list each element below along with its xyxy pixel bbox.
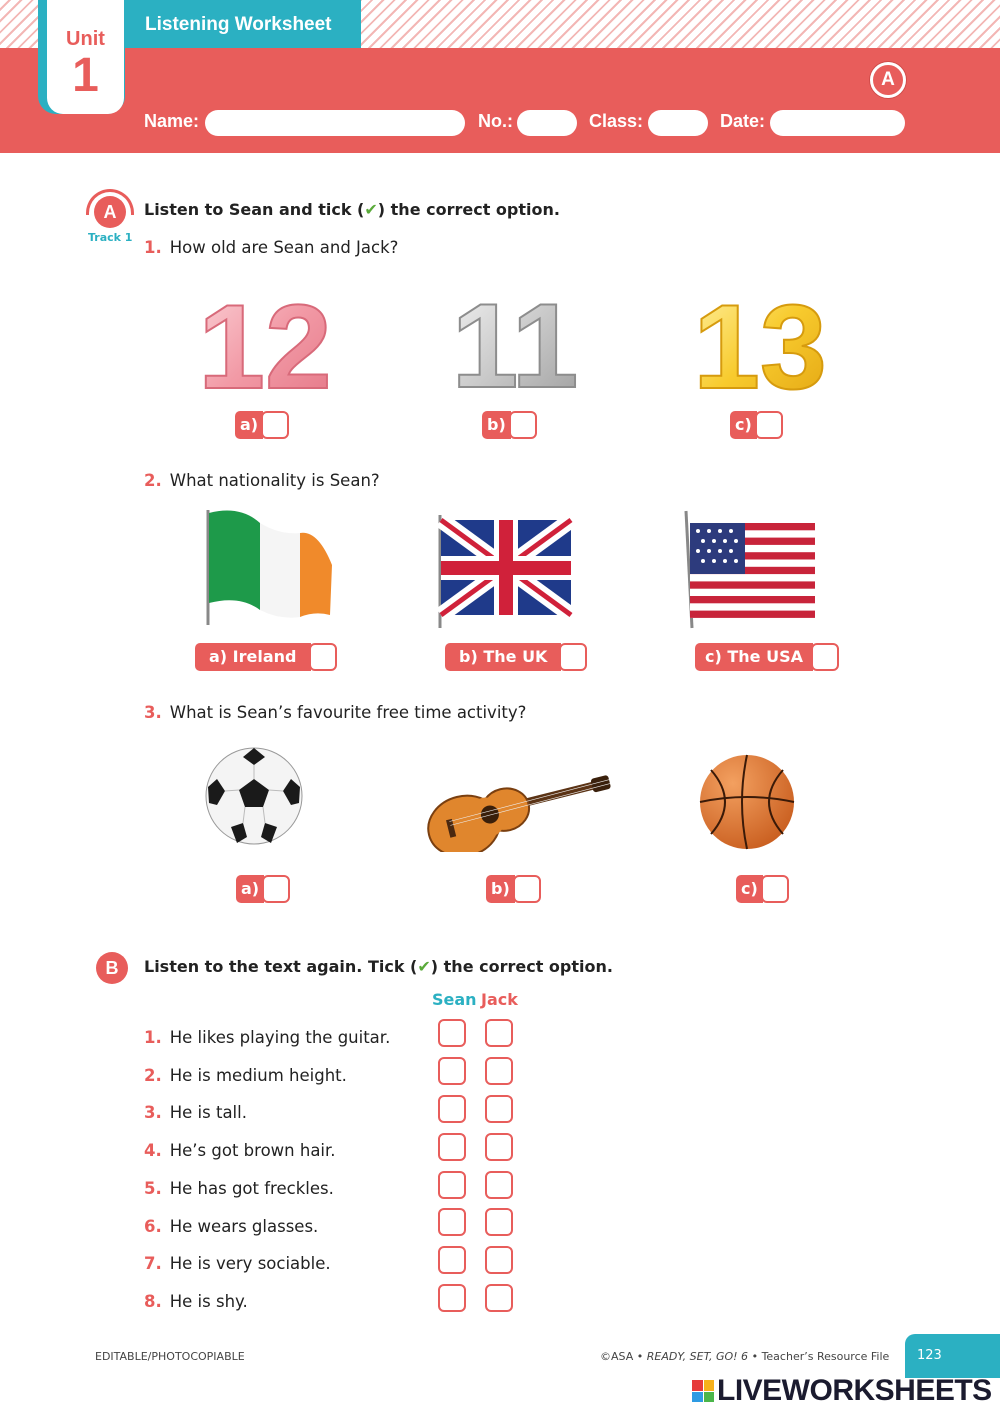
statement-row-7: 7. He is very sociable. <box>144 1254 331 1273</box>
uk-flag-image <box>433 512 578 630</box>
irish-flag-image <box>200 505 340 630</box>
section-a-badge: A <box>94 196 126 228</box>
column-header-sean: Sean <box>432 990 477 1009</box>
q3-option-a-checkbox[interactable] <box>262 875 290 903</box>
q1-option-c-checkbox[interactable] <box>755 411 783 439</box>
football-icon <box>203 745 305 847</box>
footer-credits: ©ASA • READY, SET, GO! 6 • Teacher’s Resource File <box>600 1350 890 1363</box>
statement-row-5: 5. He has got freckles. <box>144 1179 334 1198</box>
row-3-jack-checkbox[interactable] <box>485 1095 513 1123</box>
statement-row-8: 8. He is shy. <box>144 1292 248 1311</box>
statement-row-3: 3. He is tall. <box>144 1103 247 1122</box>
row-8-sean-checkbox[interactable] <box>438 1284 466 1312</box>
q2-option-c-checkbox[interactable] <box>811 643 839 671</box>
row-1-sean-checkbox[interactable] <box>438 1019 466 1047</box>
usa-flag-image <box>678 508 823 633</box>
q1-option-b-checkbox[interactable] <box>509 411 537 439</box>
guitar-icon <box>423 762 618 852</box>
statement-row-1: 1. He likes playing the guitar. <box>144 1028 391 1047</box>
worksheet-title: Listening Worksheet <box>145 14 332 35</box>
q2-option-c: c) The USA <box>695 643 839 671</box>
row-6-sean-checkbox[interactable] <box>438 1208 466 1236</box>
q2-option-a-checkbox[interactable] <box>309 643 337 671</box>
balloon-number-12-image <box>190 280 340 400</box>
row-2-sean-checkbox[interactable] <box>438 1057 466 1085</box>
row-7-jack-checkbox[interactable] <box>485 1246 513 1274</box>
class-label: Class: <box>589 111 644 131</box>
q3-option-b-checkbox[interactable] <box>513 875 541 903</box>
balloon-number-11-digits: 11 <box>451 279 579 395</box>
row-2-jack-checkbox[interactable] <box>485 1057 513 1085</box>
row-3-sean-checkbox[interactable] <box>438 1095 466 1123</box>
column-header-jack: Jack <box>481 990 518 1009</box>
row-6-jack-checkbox[interactable] <box>485 1208 513 1236</box>
row-5-jack-checkbox[interactable] <box>485 1171 513 1199</box>
tick-icon: ✔ <box>364 200 378 219</box>
tick-icon: ✔ <box>417 957 431 976</box>
q1-option-a: a) <box>235 411 289 439</box>
q2-option-b-checkbox[interactable] <box>559 643 587 671</box>
footer-editable-note: EDITABLE/PHOTOCOPIABLE <box>95 1350 245 1363</box>
liveworksheets-brand[interactable] <box>692 1374 992 1408</box>
q2-option-b: b) The UK <box>445 643 587 671</box>
row-4-sean-checkbox[interactable] <box>438 1133 466 1161</box>
liveworksheets-wordmark: LIVEWORKSHEETS <box>717 1374 992 1407</box>
row-8-jack-checkbox[interactable] <box>485 1284 513 1312</box>
basketball-icon <box>697 752 797 852</box>
name-field[interactable] <box>205 110 465 136</box>
statement-row-6: 6. He wears glasses. <box>144 1217 319 1236</box>
date-field[interactable] <box>770 110 905 136</box>
q2-option-a: a) Ireland <box>195 643 337 671</box>
unit-label: Unit <box>66 28 105 50</box>
question-3: 3. What is Sean’s favourite free time activity? <box>144 703 527 722</box>
q3-option-c: c) <box>736 875 789 903</box>
unit-number: 1 <box>72 49 99 102</box>
q3-option-b: b) <box>486 875 541 903</box>
page-number: 123 <box>905 1334 1000 1378</box>
name-label: Name: <box>144 111 200 131</box>
q3-option-a: a) <box>236 875 290 903</box>
q1-option-a-checkbox[interactable] <box>261 411 289 439</box>
track-label: Track 1 <box>88 231 133 244</box>
section-b-badge: B <box>96 952 128 984</box>
row-4-jack-checkbox[interactable] <box>485 1133 513 1161</box>
row-7-sean-checkbox[interactable] <box>438 1246 466 1274</box>
header-band <box>0 48 1000 153</box>
q1-option-c: c) <box>730 411 783 439</box>
class-field[interactable] <box>648 110 708 136</box>
q3-option-c-checkbox[interactable] <box>761 875 789 903</box>
section-b-instruction: Listen to the text again. Tick (✔) the correct option. <box>144 957 613 976</box>
row-5-sean-checkbox[interactable] <box>438 1171 466 1199</box>
sheet-version-badge: A <box>870 62 906 98</box>
statement-row-4: 4. He’s got brown hair. <box>144 1141 336 1160</box>
balloon-number-12-digits: 12 <box>198 280 332 400</box>
worksheet-title-box <box>125 0 361 48</box>
row-1-jack-checkbox[interactable] <box>485 1019 513 1047</box>
unit-tab <box>47 0 124 114</box>
balloon-number-13-digits: 13 <box>693 280 827 398</box>
number-field[interactable] <box>517 110 577 136</box>
balloon-number-11-image <box>440 275 590 395</box>
liveworksheets-logo-icon <box>692 1380 714 1402</box>
question-1: 1. How old are Sean and Jack? <box>144 238 399 257</box>
number-label: No.: <box>478 111 513 131</box>
statement-row-2: 2. He is medium height. <box>144 1066 347 1085</box>
question-2: 2. What nationality is Sean? <box>144 471 380 490</box>
date-label: Date: <box>720 111 766 131</box>
section-a-instruction: Listen to Sean and tick (✔) the correct option. <box>144 200 560 219</box>
q1-option-b: b) <box>482 411 537 439</box>
balloon-number-13-image <box>685 278 835 398</box>
